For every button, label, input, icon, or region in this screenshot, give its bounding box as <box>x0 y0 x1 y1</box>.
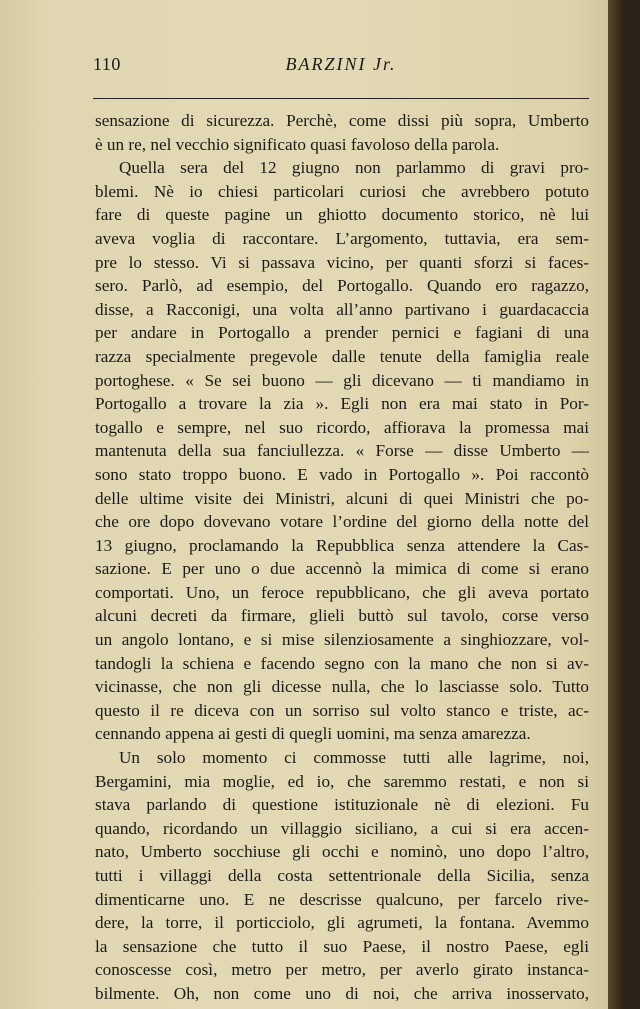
text-line: 13 giugno, proclamando la Repubblica senza attendere la Cas- <box>95 535 589 555</box>
text-line: la sensazione che tutto il suo Paese, il nostro Paese, egli <box>95 936 589 956</box>
text-line: questo il re diceva con un sorriso sul volto stanco e triste, ac- <box>95 700 589 720</box>
text-line: quando, ricordando un villaggio siciliano, a cui si era accen- <box>95 818 589 838</box>
text-line: sazione. E per uno o due accennò la mimica di come si erano <box>95 559 589 579</box>
text-line: è un re, nel vecchio significato quasi favoloso della parola. <box>95 134 500 154</box>
text-line: Portogallo a trovare la zia ». Egli non era mai stato in Por- <box>95 394 589 414</box>
text-line: per andare in Portogallo a prender pernici e fagiani di una <box>95 323 589 343</box>
text-line: Un solo momento ci commosse tutti alle lagrime, noi, <box>119 748 589 768</box>
text-line: comportati. Uno, un feroce repubblicano, che gli aveva portato <box>95 582 589 602</box>
text-line: pre lo stesso. Vi si passava vicino, per quanti sforzi si faces- <box>95 252 589 272</box>
text-line: dere, la torre, il porticciolo, gli agrumeti, la fontana. Avemmo <box>95 913 589 933</box>
text-line: fare di queste pagine un ghiotto documento storico, nè lui <box>95 205 589 225</box>
header-rule <box>93 98 589 99</box>
text-line: che ore dopo dovevano votare l’ordine del giorno della notte del <box>95 512 589 532</box>
text-line: nato, Umberto socchiuse gli occhi e nominò, uno dopo l’altro, <box>95 842 589 862</box>
page-number: 110 <box>93 54 121 74</box>
page-header <box>93 54 589 82</box>
book-edge <box>608 0 624 1009</box>
text-line: togallo e sempre, nel suo ricordo, affiorava la promessa mai <box>95 417 589 437</box>
text-line: tandogli la schiena e facendo segno con la mano che non si av- <box>95 653 589 673</box>
text-line: delle ultime visite dei Ministri, alcuni di quei Ministri che po- <box>95 488 589 508</box>
text-line: sensazione di sicurezza. Perchè, come dissi più sopra, Umberto <box>95 111 589 130</box>
text-line: vicinasse, che non gli dicesse nulla, che lo lasciasse solo. Tutto <box>95 677 589 697</box>
text-line: sero. Parlò, ad esempio, del Portogallo. Quando ero ragazzo, <box>95 276 589 296</box>
text-line: mantenuta della sua fanciullezza. « Forse — disse Umberto — <box>95 441 589 461</box>
text-line: sono stato troppo buono. E vado in Portogallo ». Poi raccontò <box>95 464 589 484</box>
text-line: dimenticarne uno. E ne descrisse qualcuno, per farcelo rive- <box>95 889 589 909</box>
running-head: BARZINI Jr. <box>285 54 397 74</box>
text-line: un angolo lontano, e si mise silenziosamente a singhiozzare, vol- <box>95 630 589 650</box>
body-text <box>95 109 589 1006</box>
text-line: Bergamini, mia moglie, ed io, che saremmo restati, e non si <box>95 771 589 791</box>
text-line: Quella sera del 12 giugno non parlammo di gravi pro- <box>119 158 589 178</box>
text-line: conoscesse così, metro per metro, per averlo girato instanca- <box>95 960 589 980</box>
text-line: tutti i villaggi della costa settentrionale della Sicilia, senza <box>95 866 589 885</box>
text-line: alcuni decreti da firmare, glieli buttò sul tavolo, corse verso <box>95 606 589 626</box>
text-line: aveva voglia di raccontare. L’argomento, tuttavia, era sem- <box>95 228 589 248</box>
text-line: blemi. Nè io chiesi particolari curiosi che avrebbero potuto <box>95 181 589 201</box>
text-line: razza specialmente pregevole dalle tenute della famiglia reale <box>95 346 589 366</box>
text-line: cennando appena ai gesti di quegli uomini, ma senza amarezza. <box>95 724 531 744</box>
text-line: portoghese. « Se sei buono — gli dicevano — ti mandiamo in <box>95 370 589 390</box>
text-line: bilmente. Oh, non come uno di noi, che arriva inosservato, <box>95 983 589 1003</box>
text-line: stava parlando di questione istituzionale nè di elezioni. Fu <box>95 795 589 815</box>
text-line: disse, a Racconigi, una volta all’anno partivano i guardacaccia <box>95 299 589 319</box>
